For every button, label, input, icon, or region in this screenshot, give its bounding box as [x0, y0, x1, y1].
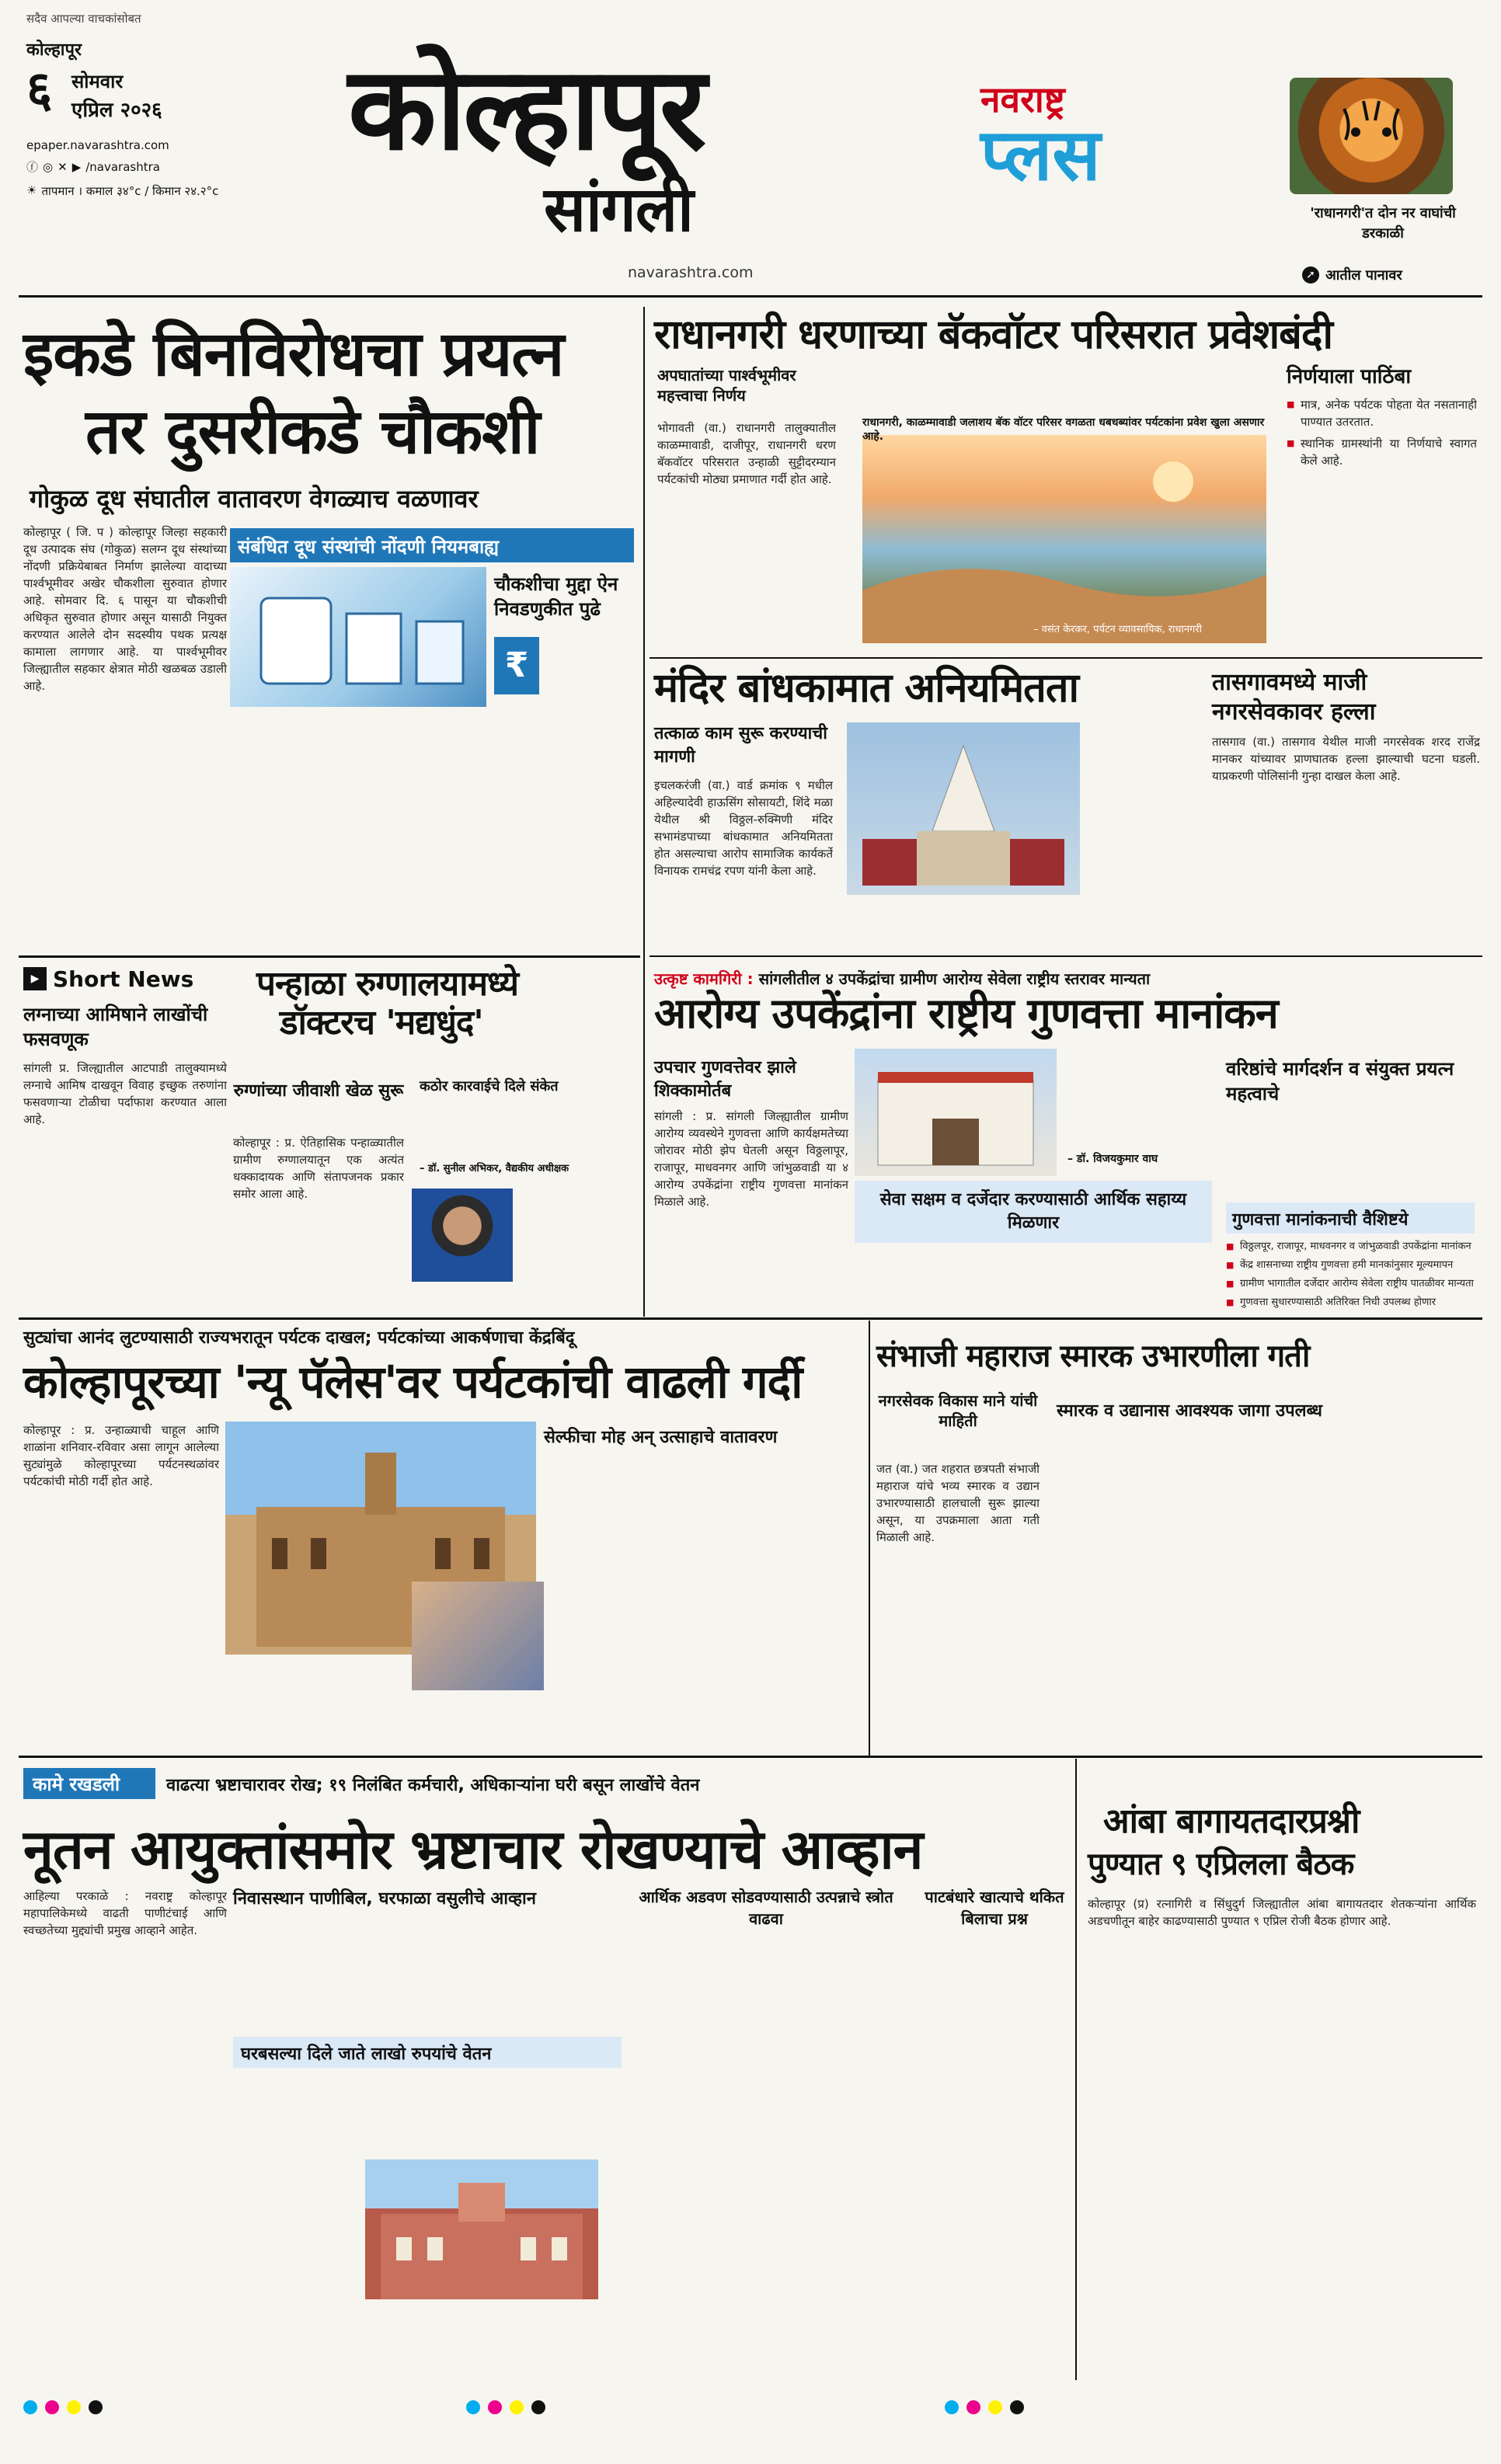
mango-headline-1: आंबा बागायतदारप्रश्नी [1103, 1801, 1360, 1841]
kame-body: आहिल्या परकाळे : नवराष्ट्र कोल्हापूर महापालिकेमध्ये वाढती पाणीटंचाई आणि स्वच्छतेच्या मुद्द्यांची प्रमुख आव्हाने आहेत. [23, 1889, 227, 1937]
panhala-headline-1: पन्हाळा रुग्णालयामध्ये [256, 964, 519, 1004]
kame-headline: नूतन आयुक्तांसमोर भ्रष्टाचार रोखण्याचे आव्हान [23, 1818, 923, 1881]
site-url[interactable]: navarashtra.com [628, 264, 754, 281]
backwater-photo [862, 435, 1266, 643]
health-sub: उपचार गुणवत्तेवर झाले शिक्कामोर्तब [654, 1058, 796, 1101]
registration-marks-center [466, 2400, 545, 2414]
health-quote-by: – डॉ. विजयकुमार वाघ [1067, 1153, 1158, 1165]
kame-box2: घरबसल्या दिले जाते लाखो रुपयांचे वेतन [233, 2037, 622, 2068]
kame-label: कामे रखडली [23, 1768, 155, 1799]
masthead-rule [19, 295, 1482, 298]
tasgaon-body: तासगाव (वा.) तासगाव येथील माजी नगरसेवक शरद राजेंद्र मानकर यांच्यावर प्राणघातक हल्ला झाल्याची घटना घडली. याप्रकरणी पोलिसांनी गुन्हा दाखल केला आहे. [1212, 735, 1480, 783]
palace-box: सेल्फीचा मोह अन् उत्साहाचे वातावरण [544, 1428, 778, 1447]
epaper-url[interactable]: epaper.navarashtra.com [26, 138, 169, 152]
palace-body: कोल्हापूर : प्र. उन्हाळ्याची चाहूल आणि शाळांना शनिवार-रविवार असा लागून आलेल्या सुट्यांमुळे कोल्हापूरच्या पर्यटनस्थळांवर पर्यटकांची मोठी गर्दी होत आहे. [23, 1423, 219, 1488]
masthead [0, 0, 1501, 311]
registration-marks-left [23, 2400, 103, 2414]
temple-photo [847, 722, 1080, 895]
short-news-label [23, 963, 225, 994]
radha-kicker: अपघातांच्या पार्श्वभूमीवर महत्त्वाचा निर्णय [657, 366, 796, 405]
municipal-building-photo [365, 2159, 598, 2299]
kame-box1: निवासस्थान पाणीबिल, घरफाळा वसुलीचे आव्हान [233, 1889, 536, 1909]
lead-box-sub: चौकशीचा मुद्दा ऐन निवडणुकीत पुढे [494, 573, 618, 620]
lead-box-title: संबंधित दूध संस्थांची नोंदणी नियमबाह्य [230, 528, 634, 562]
health-feature: ■ ग्रामीण भागातील दर्जेदार आरोग्य सेवेला राष्ट्रीय पातळीवर मान्यता [1226, 1277, 1475, 1291]
tasgaon-headline: तासगावमध्ये माजी नगरसेवकावर हल्ला [1212, 669, 1376, 726]
temple-kicker: तत्काळ काम सुरू करण्याची मागणी [654, 724, 827, 767]
sun-icon: ☀ [26, 183, 37, 197]
social-handle[interactable]: /navarashtra [85, 159, 160, 174]
health-kicker-text: सांगलीतील ४ उपकेंद्रांचा ग्रामीण आरोग्य सेवेला राष्ट्रीय स्तरावर मान्यता [758, 969, 1151, 988]
weather-info [26, 183, 218, 199]
panhala-quote-by: – डॉ. सुनील अभिकर, वैद्यकीय अधीक्षक [420, 1163, 569, 1175]
month-year: एप्रिल २०२६ [71, 99, 162, 122]
radha-side-title: निर्णयाला पाठिंबा [1287, 365, 1412, 388]
panhala-quote-title: कठोर कारवाईचे दिले संकेत [420, 1078, 559, 1095]
play-icon: ▶ [23, 967, 47, 990]
radha-rule [650, 657, 1482, 659]
lead-rule [19, 955, 640, 958]
mango-headline-2: पुण्यात ९ एप्रिलला बैठक [1088, 1846, 1354, 1882]
radha-bullet: ■ स्थानिक ग्रामस्थांनी या निर्णयाचे स्वागत केले आहे. [1287, 435, 1477, 469]
health-headline: आरोग्य उपकेंद्रांना राष्ट्रीय गुणवत्ता मानांकन [654, 989, 1278, 1038]
radha-bullets [1287, 396, 1477, 653]
short-news-title: लग्नाच्या आमिषाने लाखोंची फसवणूक [23, 1004, 208, 1050]
section-rule-2 [19, 1317, 1482, 1320]
teaser-more[interactable] [1302, 266, 1402, 284]
health-box: सेवा सक्षम व दर्जेदार करण्यासाठी आर्थिक सहाय्य मिळणार [855, 1181, 1212, 1243]
lead-body: कोल्हापूर ( जि. प ) कोल्हापूर जिल्हा सहकारी दूध उत्पादक संघ (गोकुळ) सलग्न दूध संस्थांच्या नोंदणी प्रक्रियेबाबत निर्माण झालेल्या वादाच्या पार्श्वभूमीवर अखेर चौकशीला सुरुवात होणार आहे. सोमवार दि. ६ पासून या चौकशीची अधिकृत सुरुवात होणार असून यासाठी नियुक्त करण्यात आलेले दोन सदस्यीय पथक प्रत्यक्ष कामाला लागणार आहे. या पार्श्वभूमीवर जिल्ह्यातील सहकार क्षेत्रात मोठी खळबळ उडाली आहे. [23, 525, 227, 693]
facebook-icon[interactable]: ⓕ [26, 160, 39, 174]
vertical-rule-3 [1075, 1759, 1077, 2380]
health-feature-title: गुणवत्ता मानांकनाची वैशिष्टये [1226, 1202, 1475, 1234]
short-news-text: Short News [53, 966, 194, 992]
lead-headline-1: इकडे बिनविरोधचा प्रयत्न [23, 318, 564, 390]
section-rule-3 [19, 1756, 1482, 1758]
masthead-title: कोल्हापूर [348, 42, 704, 176]
arrow-circle-icon: ➚ [1302, 266, 1319, 284]
palace-headline: कोल्हापूरच्या 'न्यू पॅलेस'वर पर्यटकांची वाढली गर्दी [23, 1356, 803, 1408]
radha-quote: राधानगरी, काळम्मावाडी जलाशय बॅक वॉटर परिसर वगळता धबधब्यांवर पर्यटकांना प्रवेश खुला असणार आहे. [862, 416, 1265, 443]
social-icons[interactable] [26, 158, 160, 175]
health-feature: ■ केंद्र शासनाच्या राष्ट्रीय गुणवत्ता हमी मानकांनुसार मूल्यमापन [1226, 1258, 1475, 1272]
vertical-rule-2 [869, 1321, 870, 1756]
temple-rule [650, 955, 1482, 957]
temple-headline: मंदिर बांधकामात अनियमितता [654, 665, 1078, 712]
tiger-image [1290, 78, 1453, 194]
radha-headline: राधानगरी धरणाच्या बॅकवॉटर परिसरात प्रवेशबंदी [654, 311, 1332, 358]
panhala-headline-2: डॉक्टरच 'मद्यधुंद' [280, 1003, 483, 1042]
health-kicker-red: उत्कृष्ट कामगिरी : [654, 969, 754, 988]
milk-photo [230, 567, 486, 707]
weekday: सोमवार [71, 71, 124, 92]
panhala-kicker: रुग्णांच्या जीवाशी खेळ सुरू [233, 1081, 404, 1101]
doctor-photo [412, 1188, 513, 1282]
teaser-more-label[interactable]: आतील पानावर [1325, 267, 1402, 284]
radha-caption: – वसंत केरकर, पर्यटन व्यावसायिक, राधानगरी [1033, 624, 1203, 635]
kame-box4: पाटबंधारे खात्याचे थकित बिलाचा प्रश्न [925, 1888, 1064, 1928]
brand-bottom: प्लस [980, 113, 1101, 197]
kame-kicker: वाढत्या भ्रष्टाचारावर रोख; १९ निलंबित कर्मचारी, अधिकाऱ्यांना घरी बसून लाखोंचे वेतन [166, 1776, 700, 1795]
kame-box3: आर्थिक अडवण सोडवण्यासाठी उत्पन्नाचे स्त्रोत वाढवा [639, 1888, 893, 1928]
masthead-subtitle: सांगली [544, 173, 693, 245]
twitter-icon[interactable]: ✕ [57, 159, 68, 174]
selfie-photo [412, 1582, 544, 1690]
panhala-body: कोल्हापूर : प्र. ऐतिहासिक पन्हाळ्यातील ग्रामीण रुग्णालयातून एक अत्यंत धक्कादायक आणि संतापजनक प्रकार समोर आला आहे. [233, 1136, 404, 1201]
palace-kicker: सुट्यांचा आनंद लुटण्यासाठी राज्यभरातून पर्यटक दाखल; पर्यटकांच्या आकर्षणाचा केंद्रबिंदू [23, 1328, 575, 1348]
lead-headline-2: तर दुसरीकडे चौकशी [85, 395, 540, 468]
tagline: सदैव आपल्या वाचकांसोबत [26, 12, 141, 26]
health-kicker [654, 968, 1150, 989]
sambhaji-headline: संभाजी महाराज स्मारक उभारणीला गती [876, 1338, 1310, 1374]
short-news-body: सांगली प्र. जिल्ह्यातील आटपाडी तालुक्यामध्ये लग्नाचे आमिष दाखवून विवाह इच्छुक तरुणांना फसवणाऱ्या टोळीचा पर्दाफाश करण्यात आला आहे. [23, 1061, 227, 1126]
mango-body: कोल्हापूर (प्र) रत्नागिरी व सिंधुदुर्ग जिल्ह्यातील आंबा बागायतदार शेतकऱ्यांना आर्थिक अडचणीतून बाहेर काढण्यासाठी पुण्यात ९ एप्रिल रोजी बैठक होणार आहे. [1088, 1897, 1476, 1928]
teaser-caption: 'राधानगरी'त दोन नर वाघांची डरकाळी [1310, 205, 1456, 242]
youtube-icon[interactable]: ▶ [71, 159, 82, 174]
health-body: सांगली : प्र. सांगली जिल्ह्यातील ग्रामीण आरोग्य व्यवस्थेने गुणवत्ता आणि कार्यक्षमतेच्या जोरावर मोठी झेप घेतली असून विठ्ठलापूर, राजापूर, माधवनगर आणि जांभुळवाडी या ४ आरोग्य उपकेंद्रांना राष्ट्रीय गुणवत्ता मानांकन मिळाले आहे. [654, 1109, 848, 1209]
health-side-title: वरिष्ठांचे मार्गदर्शन व संयुक्त प्रयत्न महत्वाचे [1226, 1058, 1454, 1105]
city-label: कोल्हापूर [26, 40, 82, 60]
health-feature: ■ विठ्ठलपूर, राजापूर, माधवनगर व जांभुळवाडी उपकेंद्रांना मानांकन [1226, 1240, 1475, 1254]
instagram-icon[interactable]: ◎ [43, 159, 54, 174]
weather-text: तापमान । कमाल ३४°c / किमान २४.२°c [41, 184, 219, 198]
radha-body: भोगावती (वा.) राधानगरी तालुक्यातील काळम्मावाडी, दाजीपूर, राधानगरी धरण बॅकवॉटर परिसरात उन्हाळी सुट्टीदरम्यान पर्यटकांची मोठ्या प्रमाणात गर्दी होत आहे. [657, 421, 836, 486]
date-number: ६ [26, 61, 53, 119]
health-center-photo [855, 1049, 1057, 1176]
rupee-icon: ₹ [494, 637, 539, 694]
lead-subhead: गोकुळ दूध संघातील वातावरण वेगळ्याच वळणावर [30, 484, 479, 513]
sambhaji-body: जत (वा.) जत शहरात छत्रपती संभाजी महाराज यांचे भव्य स्मारक व उद्यान उभारण्यासाठी हालचाली सुरू झाल्या असून, या उपक्रमाला आता गती मिळाली आहे. [876, 1462, 1040, 1544]
radha-bullet: ■ मात्र, अनेक पर्यटक पोहता येत नसतानाही पाण्यात उतरतात. [1287, 396, 1477, 430]
health-feature: ■ गुणवत्ता सुधारण्यासाठी अतिरिक्त निधी उपलब्ध होणार [1226, 1296, 1475, 1310]
brand-top: नवराष्ट्र [980, 78, 1065, 120]
temple-body: इचलकरंजी (वा.) वार्ड क्रमांक ९ मधील अहिल्यादेवी हाऊसिंग सोसायटी, शिंदे मळा येथील श्री विठ्ठल-रुक्मिणी मंदिर सभामंडपाच्या बांधकामात अनियमितता होत असल्याचा आरोप सामाजिक कार्यकर्ते विनायक रामचंद्र रपण यांनी केला आहे. [654, 778, 833, 878]
health-features [1226, 1240, 1475, 1310]
sambhaji-kicker: नगरसेवक विकास माने यांची माहिती [878, 1391, 1038, 1430]
sambhaji-side-title: स्मारक व उद्यानास आवश्यक जागा उपलब्ध [1057, 1401, 1322, 1421]
registration-marks-right [945, 2400, 1024, 2414]
